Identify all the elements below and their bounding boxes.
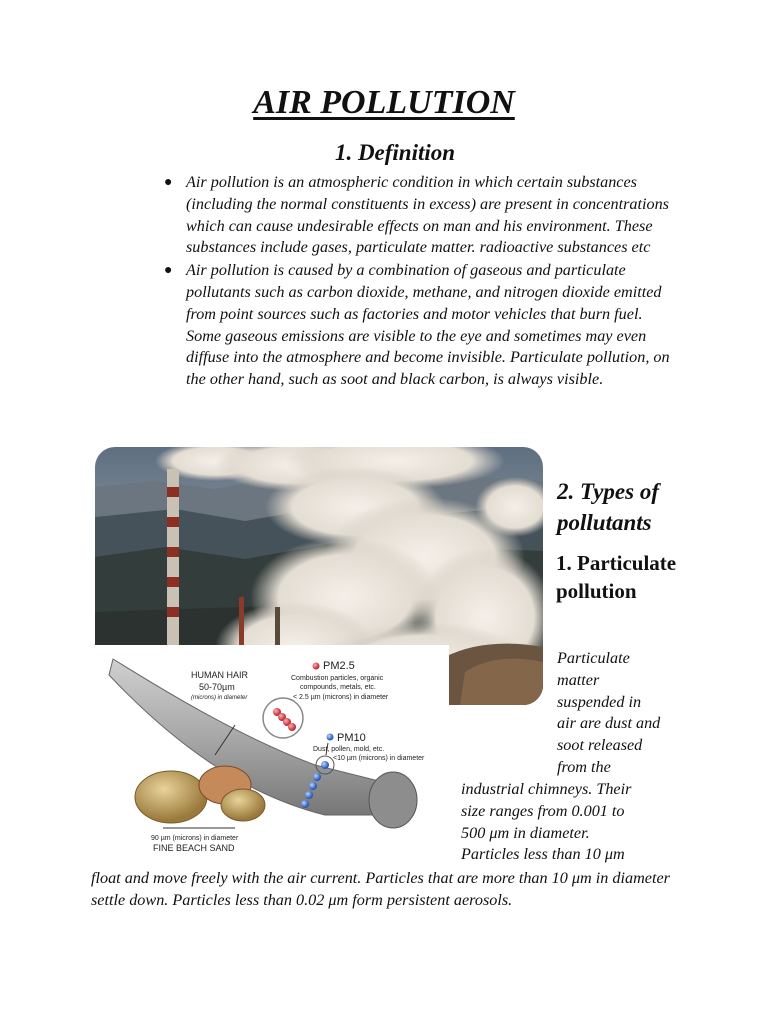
sand-size: 90 µm (microns) in diameter xyxy=(151,835,239,842)
particulate-pollution-heading: 1. Particulate pollution xyxy=(556,551,677,603)
paragraph-line: industrial chimneys. Their xyxy=(461,780,632,798)
particulate-paragraph-top xyxy=(557,648,687,779)
particulate-paragraph-middle xyxy=(461,779,691,866)
sand-label: FINE BEACH SAND xyxy=(153,843,235,853)
bullet-icon: ● xyxy=(164,263,173,279)
definition-bullet-1 xyxy=(160,172,680,259)
hair-size: 50-70µm xyxy=(199,682,235,692)
particulate-paragraph-end: float and move freely with the air current. Particles that are more than 10 μm in diameter settle down. Particles less than 0.02 μm form persistent aerosols. xyxy=(91,869,670,909)
paragraph-line: suspended in xyxy=(557,692,642,711)
bullet-icon: ● xyxy=(164,175,173,190)
pm10-label: PM10 xyxy=(337,732,366,744)
paragraph-line: Particulate xyxy=(557,649,630,667)
definition-bullet-list xyxy=(160,172,680,392)
paragraph-line: Particles less than 10 μm xyxy=(461,845,625,864)
pm25-desc-2: compounds, metals, etc. xyxy=(300,684,376,691)
paragraph-line: from the xyxy=(557,757,611,776)
pm25-size: < 2.5 µm (microns) in diameter xyxy=(293,694,389,701)
definition-bullet-2-text: Air pollution is caused by a combination of gaseous and particulate pollutants such as carbon dioxide, methane, and nitrogen dioxide emitted from point sources such as factories and motor vehicles that burn fuel. Some gaseous emissions are visible to the eye and sometimes may even diffuse into the atmosphere and become invisible. Particulate pollution, on the other hand, such as soot and black carbon, is always visible. xyxy=(186,261,670,389)
paragraph-line: size ranges from 0.001 to xyxy=(461,801,625,820)
pm25-label: PM2.5 xyxy=(323,660,355,672)
page-title: AIR POLLUTION xyxy=(253,84,515,121)
pm10-desc: Dust, pollen, mold, etc. xyxy=(313,746,385,753)
pm25-desc-1: Combustion particles, organic xyxy=(291,675,384,682)
hair-note: (microns) in diameter xyxy=(191,695,248,701)
types-of-pollutants-heading: 2. Types of pollutants xyxy=(557,479,659,535)
definition-bullet-1-text: Air pollution is an atmospheric condition in which certain substances (including the normal constituents in excess) are present in concentrations which can cause undesirable effects on man and his environment. These substances include gases, particulate matter. radioactive substances etc xyxy=(186,173,669,257)
paragraph-line: air are dust and xyxy=(557,714,661,733)
definition-bullet-2 xyxy=(160,260,680,391)
paragraph-line: soot released xyxy=(557,736,643,755)
paragraph-line: 500 μm in diameter. xyxy=(461,823,590,842)
definition-heading: 1. Definition xyxy=(334,140,456,165)
pm10-size: <10 µm (microns) in diameter xyxy=(333,755,425,762)
particle-size-figure xyxy=(95,645,449,863)
paragraph-line: matter xyxy=(557,670,600,689)
hair-label: HUMAN HAIR xyxy=(191,670,249,680)
